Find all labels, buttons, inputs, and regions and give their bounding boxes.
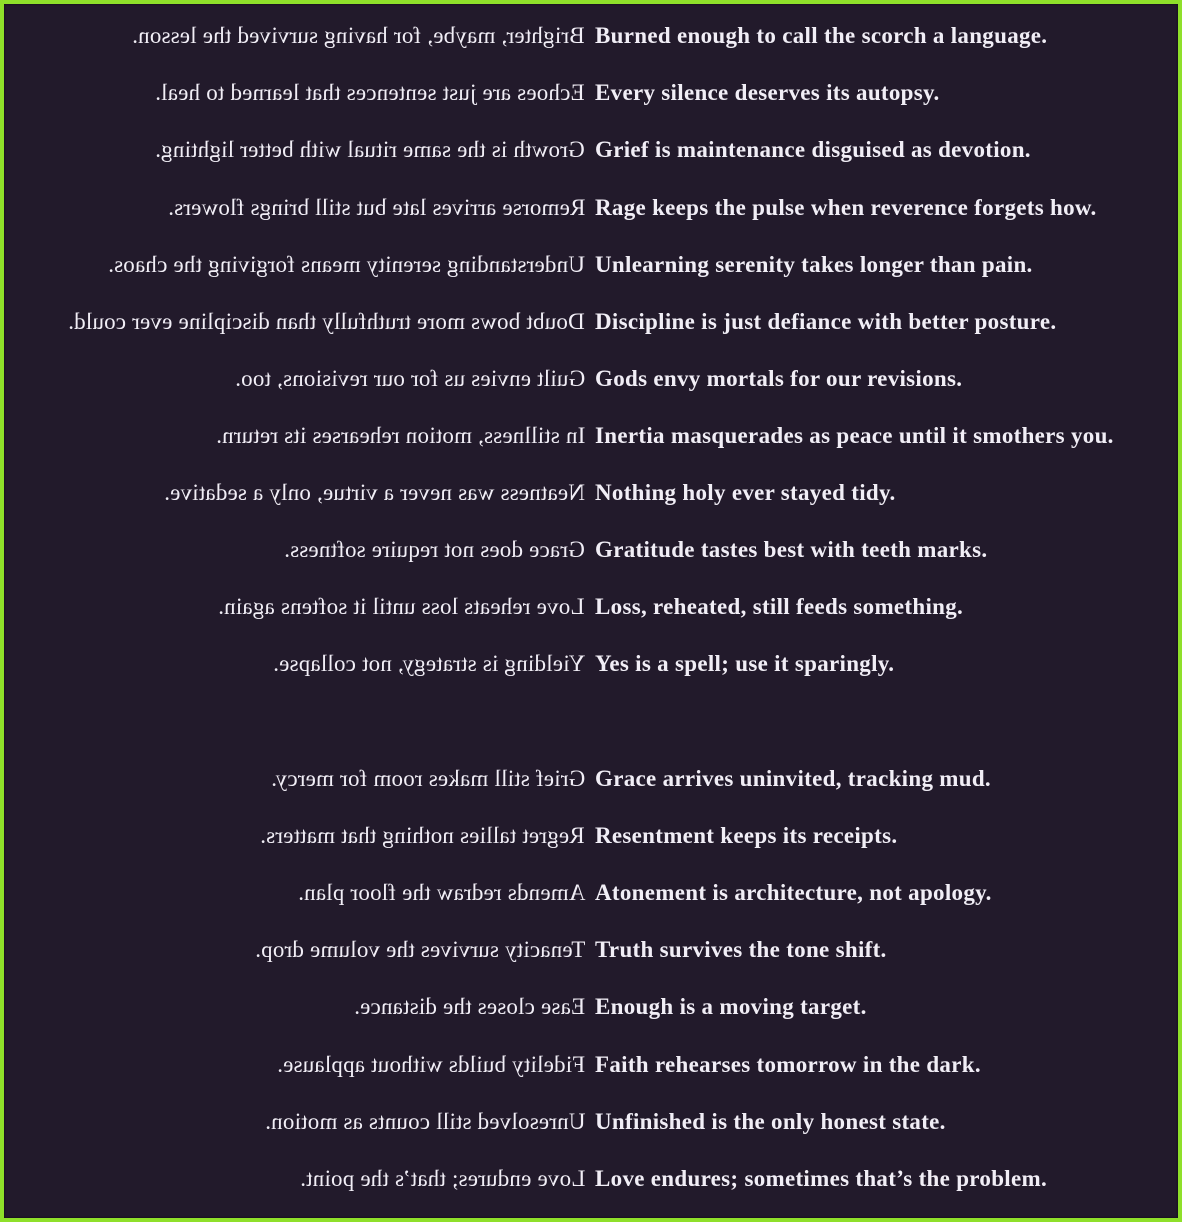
line-pair: [0, 73, 1182, 113]
line-pair: [0, 188, 1182, 228]
statement-line: Every silence deserves its autopsy.: [595, 80, 940, 105]
line-pair: [0, 473, 1182, 513]
line-pair: [0, 302, 1182, 342]
line-pair: [0, 816, 1182, 856]
mirrored-line: Amends redraw the floor plan.: [297, 880, 585, 905]
statement-line: Unfinished is the only honest state.: [595, 1109, 946, 1134]
line-pair: [0, 1045, 1182, 1085]
statement-line: Gods envy mortals for our revisions.: [595, 366, 963, 391]
mirrored-line: Regret tallies nothing that matters.: [260, 823, 585, 848]
mirrored-line: Remorse arrives late but still brings flowers.: [167, 195, 585, 220]
line-pair: [0, 873, 1182, 913]
mirrored-line: Tenacity survives the volume drop.: [254, 937, 585, 962]
statement-line: Discipline is just defiance with better posture.: [595, 309, 1057, 334]
mirrored-line: Love endures; that’s the point.: [299, 1166, 585, 1191]
statement-line: Atonement is architecture, not apology.: [595, 880, 992, 905]
line-pair: [0, 644, 1182, 684]
line-pair: [0, 1102, 1182, 1142]
line-pair: [0, 987, 1182, 1027]
statement-line: Truth survives the tone shift.: [595, 937, 887, 962]
mirrored-line: Unresolved still counts as motion.: [264, 1109, 585, 1134]
line-pair: [0, 530, 1182, 570]
statement-line: Burned enough to call the scorch a language.: [595, 23, 1048, 48]
line-pair: [0, 359, 1182, 399]
mirrored-line: Neatness was never a virtue, only a sedative.: [164, 480, 585, 505]
statement-line: Enough is a moving target.: [595, 994, 867, 1019]
line-pair: [0, 930, 1182, 970]
statement-line: Loss, reheated, still feeds something.: [595, 594, 964, 619]
mirrored-line: Doubt bows more truthfully than discipline ever could.: [68, 309, 585, 334]
mirrored-line: Yielding is strategy, not collapse.: [272, 651, 585, 676]
mirrored-line: Growth is the same ritual with better lighting.: [155, 137, 585, 162]
mirrored-line: Guilt envies us for our revisions, too.: [234, 366, 585, 391]
statement-line: Love endures; sometimes that’s the problem.: [595, 1166, 1047, 1191]
statement-line: Resentment keeps its receipts.: [595, 823, 898, 848]
line-pair: [0, 1159, 1182, 1199]
mirrored-line: Ease closes the distance.: [353, 994, 585, 1019]
statement-line: Grief is maintenance disguised as devotion.: [595, 137, 1031, 162]
line-pair: [0, 130, 1182, 170]
line-pair: [0, 416, 1182, 456]
mirrored-line: Fidelity builds without applause.: [276, 1052, 585, 1077]
mirrored-line: Understanding serenity means forgiving the chaos.: [108, 252, 585, 277]
mirrored-line: Echoes are just sentences that learned to heal.: [155, 80, 585, 105]
statement-line: Rage keeps the pulse when reverence forgets how.: [595, 195, 1097, 220]
statement-line: Yes is a spell; use it sparingly.: [595, 651, 895, 676]
statement-line: Inertia masquerades as peace until it smothers you.: [595, 423, 1114, 448]
mirrored-line: Grace does not require softness.: [284, 537, 585, 562]
mirrored-line: In stillness, motion rehearses its return.: [215, 423, 585, 448]
mirrored-line: Grief still makes room for mercy.: [270, 766, 585, 791]
statement-line: Gratitude tastes best with teeth marks.: [595, 537, 988, 562]
line-pair: [0, 16, 1182, 56]
mirrored-line: Love reheats loss until it softens again.: [218, 594, 585, 619]
mirrored-line: Brighter, maybe, for having survived the lesson.: [132, 23, 585, 48]
statement-line: Unlearning serenity takes longer than pain.: [595, 252, 1033, 277]
line-pair: [0, 245, 1182, 285]
statement-line: Grace arrives uninvited, tracking mud.: [595, 766, 991, 791]
line-pair: [0, 587, 1182, 627]
statement-line: Faith rehearses tomorrow in the dark.: [595, 1052, 981, 1077]
statement-line: Nothing holy ever stayed tidy.: [595, 480, 896, 505]
line-pair: [0, 759, 1182, 799]
